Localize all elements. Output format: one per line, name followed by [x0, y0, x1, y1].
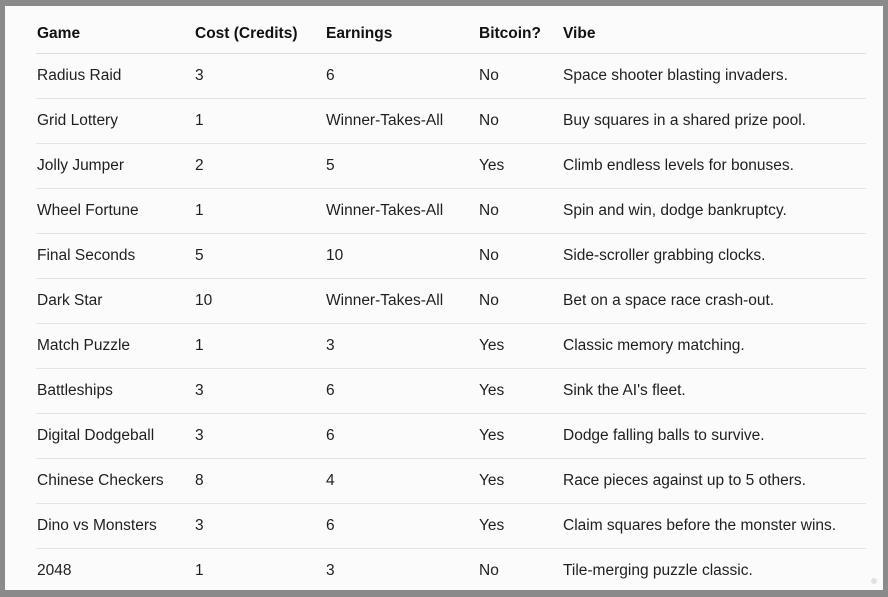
cell-cost: 3: [194, 414, 325, 459]
cell-game: Dino vs Monsters: [36, 504, 194, 549]
cell-earnings: 3: [326, 562, 335, 579]
cell-cost: 2: [194, 144, 325, 189]
cell-vibe: Climb endless levels for bonuses.: [562, 144, 866, 189]
cell-vibe: Spin and win, dodge bankruptcy.: [562, 189, 866, 234]
table-row: [36, 324, 866, 369]
cell-cost: 1: [194, 189, 325, 234]
table-row: [36, 414, 866, 459]
cell-vibe: Side-scroller grabbing clocks.: [562, 234, 866, 279]
cell-game: Jolly Jumper: [36, 144, 194, 189]
cell-earnings: 10: [325, 234, 478, 279]
cell-bitcoin: No: [479, 562, 499, 579]
cell-game: Wheel Fortune: [36, 189, 194, 234]
cell-cost: 3: [194, 504, 325, 549]
cell-bitcoin: No: [478, 54, 562, 99]
cell-game: 2048: [37, 562, 72, 579]
cell-vibe: Tile-merging puzzle classic.: [563, 562, 753, 579]
cell-earnings: 6: [325, 369, 478, 414]
cell-earnings: 3: [325, 324, 478, 369]
games-table: [36, 15, 866, 590]
table-row: [36, 369, 866, 414]
cell-bitcoin: Yes: [478, 459, 562, 504]
cell-vibe: Race pieces against up to 5 others.: [562, 459, 866, 504]
cell-cost: 10: [194, 279, 325, 324]
header-earnings: Earnings: [325, 15, 478, 54]
cell-bitcoin: Yes: [478, 324, 562, 369]
cell-game: Final Seconds: [36, 234, 194, 279]
cell-game: Match Puzzle: [36, 324, 194, 369]
cell-vibe: Classic memory matching.: [562, 324, 866, 369]
cell-cost: 1: [195, 562, 204, 579]
cell-vibe: Buy squares in a shared prize pool.: [562, 99, 866, 144]
table-row: [36, 549, 866, 591]
cell-earnings: 6: [325, 54, 478, 99]
cell-cost: 5: [194, 234, 325, 279]
cell-game: Chinese Checkers: [36, 459, 194, 504]
scroll-indicator[interactable]: [871, 578, 877, 584]
table-row: [36, 189, 866, 234]
cell-cost: 3: [194, 54, 325, 99]
table-row: [36, 99, 866, 144]
cell-vibe: Bet on a space race crash-out.: [562, 279, 866, 324]
cell-vibe: Sink the AI's fleet.: [562, 369, 866, 414]
cell-game: Grid Lottery: [36, 99, 194, 144]
cell-earnings: 4: [325, 459, 478, 504]
cell-earnings: Winner-Takes-All: [325, 189, 478, 234]
table-row: [36, 54, 866, 99]
cell-bitcoin: No: [478, 279, 562, 324]
cell-cost: 1: [194, 324, 325, 369]
cell-earnings: Winner-Takes-All: [325, 99, 478, 144]
table-row: [36, 504, 866, 549]
table-row: [36, 459, 866, 504]
cell-bitcoin: Yes: [478, 144, 562, 189]
cell-bitcoin: Yes: [478, 369, 562, 414]
table-header-row: [36, 15, 866, 54]
cell-bitcoin: No: [478, 234, 562, 279]
cell-bitcoin: No: [478, 189, 562, 234]
cell-game: Dark Star: [36, 279, 194, 324]
cell-earnings: 6: [325, 414, 478, 459]
cell-vibe: Dodge falling balls to survive.: [562, 414, 866, 459]
cell-earnings: 6: [325, 504, 478, 549]
table-panel: [5, 6, 883, 590]
cell-bitcoin: Yes: [478, 504, 562, 549]
table-row: [36, 144, 866, 189]
cell-earnings: 5: [325, 144, 478, 189]
cell-game: Digital Dodgeball: [36, 414, 194, 459]
cell-cost: 3: [194, 369, 325, 414]
header-cost: Cost (Credits): [194, 15, 325, 54]
cell-game: Battleships: [36, 369, 194, 414]
header-game: Game: [36, 15, 194, 54]
cell-bitcoin: Yes: [478, 414, 562, 459]
header-bitcoin: Bitcoin?: [478, 15, 562, 54]
cell-cost: 1: [194, 99, 325, 144]
table-row: [36, 279, 866, 324]
cell-cost: 8: [194, 459, 325, 504]
cell-bitcoin: No: [478, 99, 562, 144]
cell-earnings: Winner-Takes-All: [325, 279, 478, 324]
header-vibe: Vibe: [562, 15, 866, 54]
cell-game: Radius Raid: [36, 54, 194, 99]
cell-vibe: Space shooter blasting invaders.: [562, 54, 866, 99]
table-row: [36, 234, 866, 279]
cell-vibe: Claim squares before the monster wins.: [562, 504, 866, 549]
